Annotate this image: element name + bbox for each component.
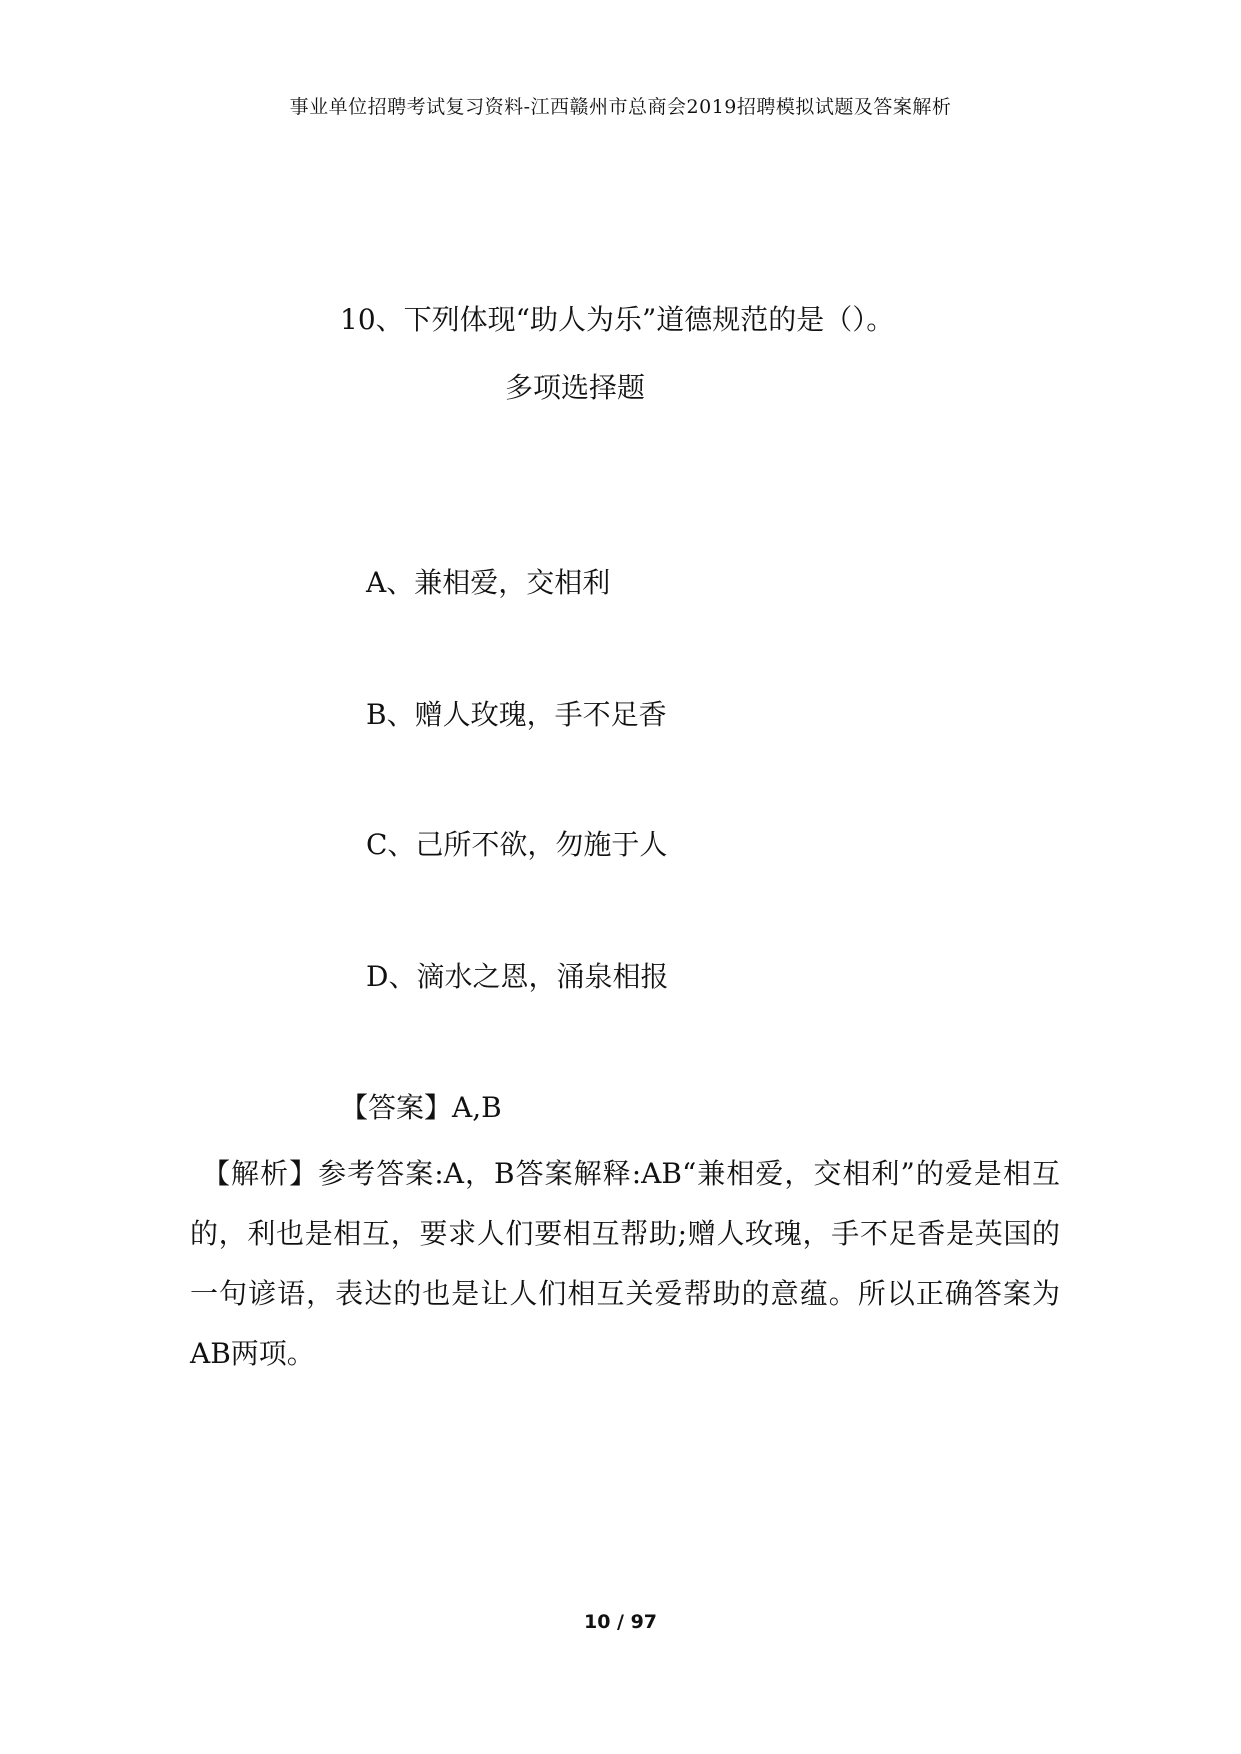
page-header: 事业单位招聘考试复习资料-江西赣州市总商会2019招聘模拟试题及答案解析 [289, 96, 952, 118]
option-d: D、滴水之恩，涌泉相报 [366, 960, 669, 993]
page-number: 10 / 97 [583, 1611, 658, 1633]
answer-line: 【答案】A,B [340, 1091, 502, 1124]
analysis-paragraph: 【解析】参考答案:A，B答案解释:AB“兼相爱，交相利”的爱是相互的，利也是相互，要求人们要相互帮助;赠人玫瑰，手不足香是英国的一句谚语，表达的也是让人们相互关爱帮助的意蕴。所以正确答案为AB两项。 [190, 1157, 1060, 1370]
option-c: C、己所不欲，勿施于人 [366, 828, 668, 861]
option-a: A、兼相爱，交相利 [366, 566, 611, 599]
question-type: 多项选择题 [505, 371, 646, 404]
question-text: 10、下列体现“助人为乐”道德规范的是（）。 [340, 303, 895, 336]
option-b: B、赠人玫瑰，手不足香 [366, 698, 667, 731]
